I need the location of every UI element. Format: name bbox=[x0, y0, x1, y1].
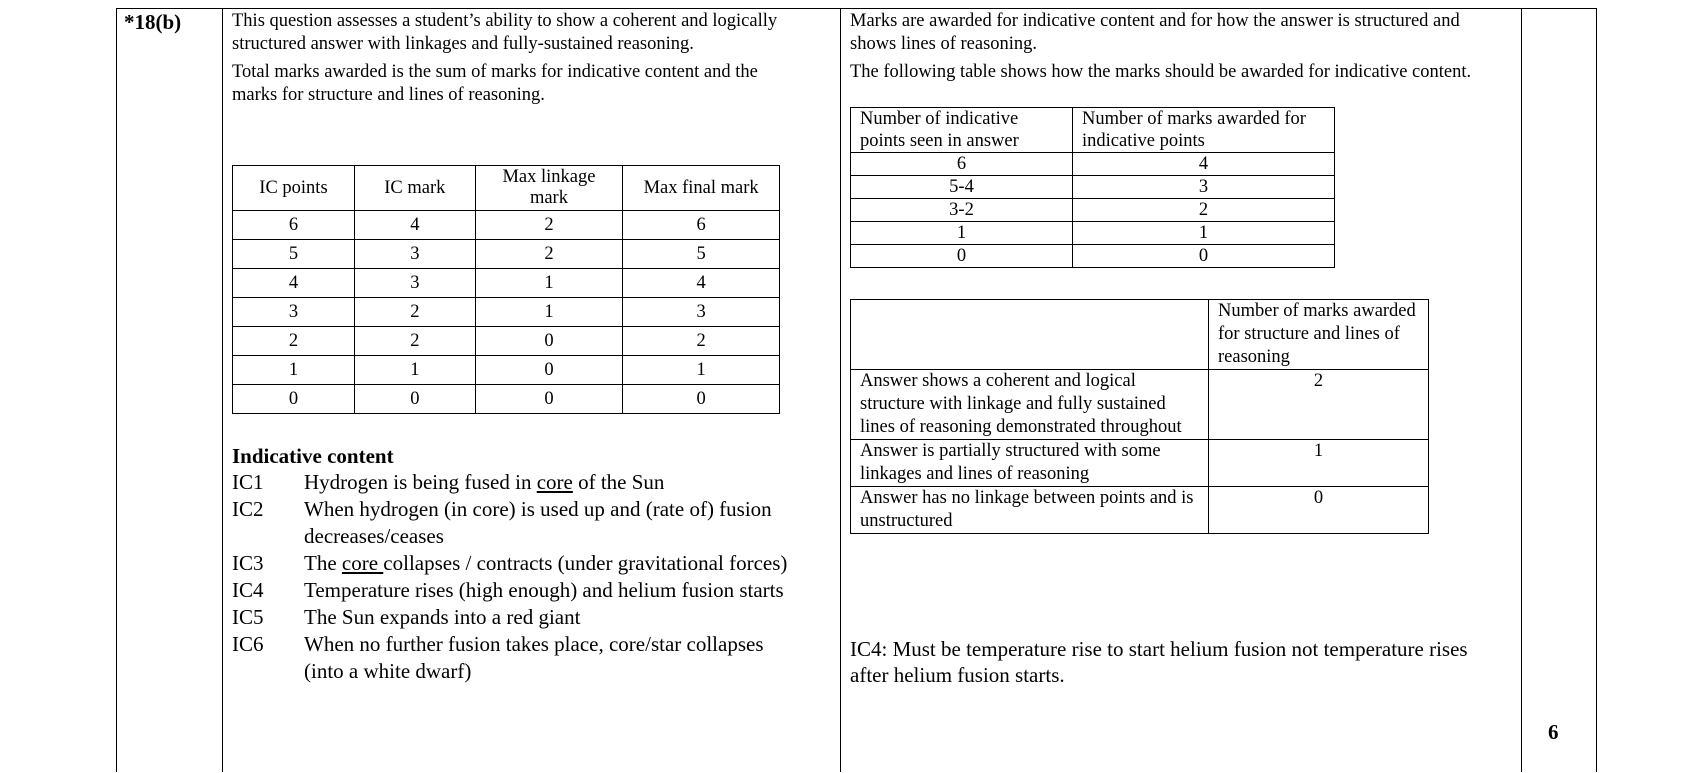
table-cell: 1 bbox=[1073, 222, 1335, 245]
table-cell: 5 bbox=[623, 240, 780, 269]
ic-item bbox=[232, 496, 792, 550]
table-header-row bbox=[851, 300, 1429, 370]
column-divider bbox=[222, 8, 223, 772]
indicative-marks-table bbox=[850, 107, 1335, 268]
table-cell: 2 bbox=[475, 240, 622, 269]
table-row bbox=[851, 245, 1335, 268]
table-cell: 3 bbox=[1073, 176, 1335, 199]
criteria-cell: Answer shows a coherent and logical structure with linkage and fully sustained lines of reasoning demonstrated throughout bbox=[851, 370, 1209, 440]
table-cell: 2 bbox=[623, 327, 780, 356]
structure-marks-table bbox=[850, 299, 1429, 534]
column-divider bbox=[840, 8, 841, 772]
marking-paragraph: Marks are awarded for indicative content and for how the answer is structured and shows lines of reasoning. bbox=[850, 11, 1460, 54]
table-cell: 3 bbox=[233, 298, 355, 327]
table-row bbox=[233, 356, 780, 385]
table-cell: 2 bbox=[475, 211, 622, 240]
ic-code: IC3 bbox=[232, 551, 264, 575]
table-cell: 0 bbox=[851, 245, 1073, 268]
table-cell: 1 bbox=[851, 222, 1073, 245]
table-cell: 2 bbox=[1073, 199, 1335, 222]
total-marks: 6 bbox=[1548, 720, 1559, 744]
table-row bbox=[851, 440, 1429, 487]
table-row bbox=[233, 269, 780, 298]
table-cell: 3 bbox=[354, 240, 475, 269]
ic-item bbox=[232, 469, 792, 496]
intro-paragraph: This question assesses a student’s ability to show a coherent and logically structured answer with linkages and fully-sustained reasoning. bbox=[232, 11, 778, 54]
table-row bbox=[851, 487, 1429, 534]
intro-paragraph: Total marks awarded is the sum of marks for indicative content and the marks for structure and lines of reasoning. bbox=[232, 62, 758, 105]
ic-item bbox=[232, 631, 792, 685]
table-header-row bbox=[233, 166, 780, 211]
ic-item bbox=[232, 604, 792, 631]
table-cell: 0 bbox=[233, 385, 355, 414]
table-cell: 6 bbox=[623, 211, 780, 240]
column-header: Max final mark bbox=[623, 166, 780, 211]
table-row bbox=[233, 327, 780, 356]
ic-text: When hydrogen (in core) is used up and (rate of) fusion decreases/ceases bbox=[304, 497, 772, 548]
column-divider bbox=[116, 8, 117, 772]
table-cell: 5 bbox=[233, 240, 355, 269]
ic-code: IC5 bbox=[232, 605, 264, 629]
ic-text: Hydrogen is being fused in core of the Sun bbox=[304, 470, 665, 494]
ic-marks-table bbox=[232, 165, 780, 414]
ic-text: Temperature rises (high enough) and helium fusion starts bbox=[304, 578, 784, 602]
right-column bbox=[850, 10, 1510, 84]
table-cell: 1 bbox=[354, 356, 475, 385]
table-cell: 0 bbox=[475, 385, 622, 414]
table-cell: 0 bbox=[475, 356, 622, 385]
table-cell: 1 bbox=[475, 298, 622, 327]
table-row bbox=[851, 222, 1335, 245]
column-header: Number of marks awarded for structure and lines of reasoning bbox=[1209, 300, 1429, 370]
table-row bbox=[233, 298, 780, 327]
table-cell: 1 bbox=[623, 356, 780, 385]
table-cell: 0 bbox=[623, 385, 780, 414]
ic-list bbox=[232, 469, 792, 685]
table-cell: 4 bbox=[233, 269, 355, 298]
table-row bbox=[851, 176, 1335, 199]
table-cell: 5-4 bbox=[851, 176, 1073, 199]
marks-cell: 0 bbox=[1209, 487, 1429, 534]
table-cell: 0 bbox=[475, 327, 622, 356]
table-cell: 4 bbox=[354, 211, 475, 240]
blank-header-cell bbox=[851, 300, 1209, 370]
ic-code: IC2 bbox=[232, 497, 264, 521]
table-row bbox=[851, 370, 1429, 440]
ic-text: The Sun expands into a red giant bbox=[304, 605, 581, 629]
table-cell: 0 bbox=[354, 385, 475, 414]
ic-text: The core collapses / contracts (under gravitational forces) bbox=[304, 551, 788, 575]
table-cell: 2 bbox=[354, 327, 475, 356]
ic-text: When no further fusion takes place, core/star collapses (into a white dwarf) bbox=[304, 632, 764, 683]
table-cell: 1 bbox=[233, 356, 355, 385]
table-cell: 3 bbox=[623, 298, 780, 327]
ic-code: IC6 bbox=[232, 632, 264, 656]
column-divider bbox=[1521, 8, 1522, 772]
table-row bbox=[851, 153, 1335, 176]
table-cell: 2 bbox=[233, 327, 355, 356]
table-cell: 2 bbox=[354, 298, 475, 327]
column-header: Number of indicative points seen in answer bbox=[851, 108, 1073, 153]
table-cell: 3-2 bbox=[851, 199, 1073, 222]
table-row bbox=[851, 199, 1335, 222]
table-row bbox=[233, 240, 780, 269]
table-cell: 4 bbox=[1073, 153, 1335, 176]
table-row bbox=[233, 385, 780, 414]
column-header: IC mark bbox=[354, 166, 475, 211]
ic-item bbox=[232, 550, 792, 577]
table-cell: 6 bbox=[233, 211, 355, 240]
column-header: Number of marks awarded for indicative points bbox=[1073, 108, 1335, 153]
marking-paragraph: The following table shows how the marks should be awarded for indicative content. bbox=[850, 62, 1472, 82]
left-column bbox=[232, 10, 792, 107]
table-cell: 0 bbox=[1073, 245, 1335, 268]
ic4-note: IC4: Must be temperature rise to start helium fusion not temperature rises after helium fusion starts. bbox=[850, 637, 1468, 687]
table-cell: 1 bbox=[475, 269, 622, 298]
ic-item bbox=[232, 577, 792, 604]
question-number: *18(b) bbox=[124, 10, 182, 34]
marks-cell: 2 bbox=[1209, 370, 1429, 440]
indicative-content bbox=[232, 444, 792, 685]
column-header: Max linkage mark bbox=[475, 166, 622, 211]
ic-code: IC1 bbox=[232, 470, 264, 494]
table-cell: 3 bbox=[354, 269, 475, 298]
section-heading: Indicative content bbox=[232, 444, 394, 468]
table-row bbox=[233, 211, 780, 240]
column-divider bbox=[1596, 8, 1597, 772]
table-cell: 4 bbox=[623, 269, 780, 298]
column-header: IC points bbox=[233, 166, 355, 211]
table-cell: 6 bbox=[851, 153, 1073, 176]
table-header-row bbox=[851, 108, 1335, 153]
criteria-cell: Answer has no linkage between points and is unstructured bbox=[851, 487, 1209, 534]
ic-code: IC4 bbox=[232, 578, 264, 602]
marks-cell: 1 bbox=[1209, 440, 1429, 487]
criteria-cell: Answer is partially structured with some linkages and lines of reasoning bbox=[851, 440, 1209, 487]
